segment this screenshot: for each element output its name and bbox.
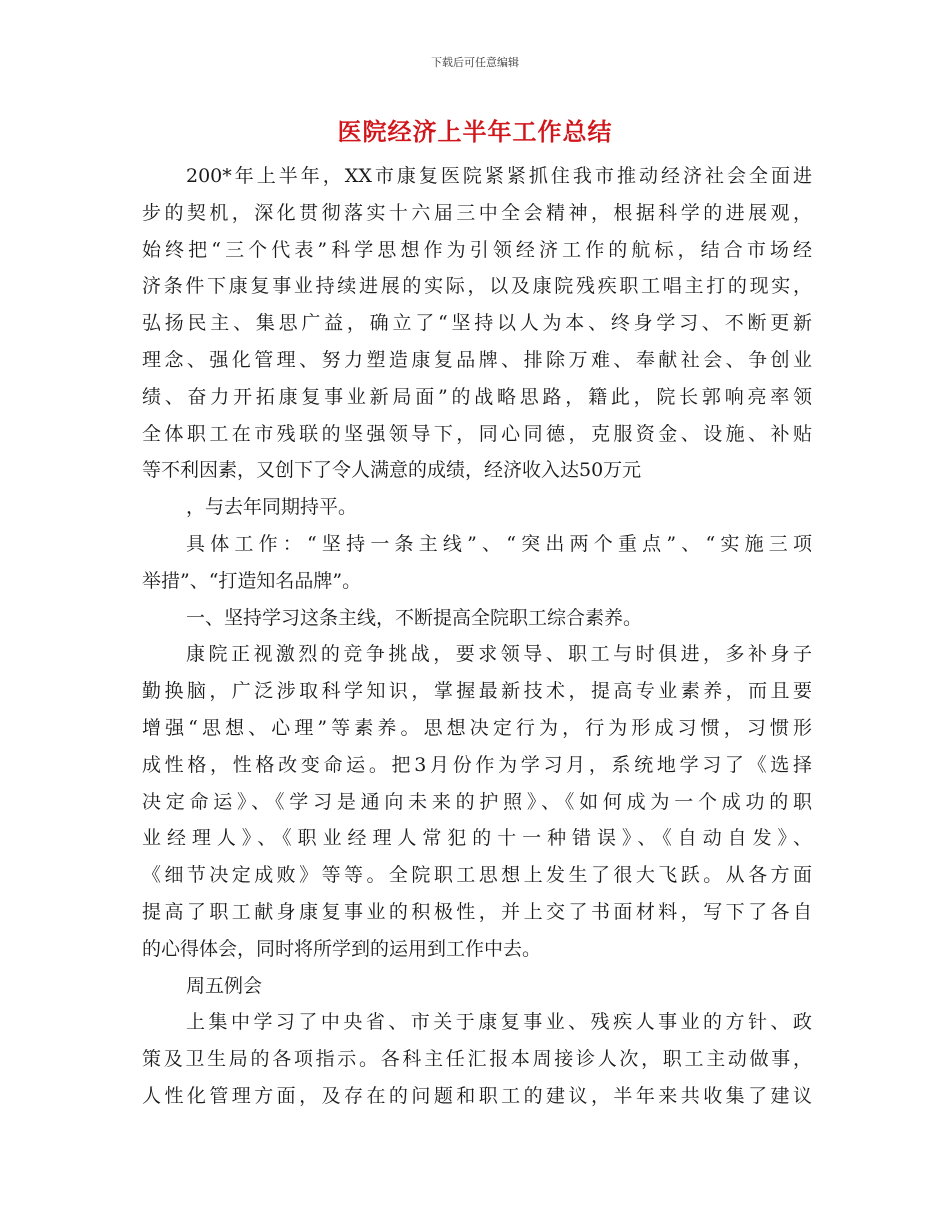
body-line: 《细节决定成败》等等。全院职工思想上发生了很大飞跃。从各方面 xyxy=(142,864,812,887)
body-line: 成性格，性格改变命运。把3月份作为学习月，系统地学习了《选择 xyxy=(142,753,812,776)
body-line: 上集中学习了中央省、市关于康复事业、残疾人事业的方针、政 xyxy=(186,1011,812,1034)
body-line: 举措”、“打造知名品牌”。 xyxy=(142,569,362,592)
body-line: 周五例会 xyxy=(186,974,263,997)
body-line: 200*年上半年，XX市康复医院紧紧抓住我市推动经济社会全面进 xyxy=(186,165,812,187)
body-line: ，与去年同期持平。 xyxy=(186,496,358,519)
header-note: 下载后可任意编辑 xyxy=(431,56,519,69)
body-line: 康院正视激烈的竞争挑战，要求领导、职工与时俱进，多补身子 xyxy=(186,643,812,666)
body-line: 的心得体会，同时将所学到的运用到工作中去。 xyxy=(142,937,542,960)
body-line: 理念、强化管理、努力塑造康复品牌、排除万难、奉献社会、争创业 xyxy=(142,348,812,371)
body-line: 提高了职工献身康复事业的积极性，并上交了书面材料，写下了各自 xyxy=(142,900,812,923)
body-line: 人性化管理方面，及存在的问题和职工的建议，半年来共收集了建议 xyxy=(142,1084,812,1107)
body-line: 勤换脑，广泛涉取科学知识，掌握最新技术，提高专业素养，而且要 xyxy=(142,680,812,703)
body-line: 始终把“三个代表”科学思想作为引领经济工作的航标，结合市场经 xyxy=(142,238,812,261)
document-title: 医院经济上半年工作总结 xyxy=(337,117,613,146)
section-heading: 一、坚持学习这条主线，不断提高全院职工综合素养。 xyxy=(186,606,643,629)
body-line: 等不利因素，又创下了令人满意的成绩，经济收入达50万元 xyxy=(142,459,642,482)
body-line: 业经理人》、《职业经理人常犯的十一种错误》、《自动自发》、 xyxy=(142,827,812,850)
body-line: 济条件下康复事业持续进展的实际，以及康院残疾职工唱主打的现实， xyxy=(142,275,812,298)
body-line: 策及卫生局的各项指示。各科主任汇报本周接诊人次，职工主动做事， xyxy=(142,1048,812,1071)
document-body xyxy=(142,158,812,1115)
body-line: 绩、奋力开拓康复事业新局面”的战略思路，籍此，院长郭响亮率领 xyxy=(142,385,812,408)
body-line: 增强“思想、心理”等素养。思想决定行为，行为形成习惯，习惯形 xyxy=(142,716,812,739)
body-line: 决定命运》、《学习是通向未来的护照》、《如何成为一个成功的职 xyxy=(142,790,812,813)
body-line: 具体工作：“坚持一条主线”、“突出两个重点”、“实施三项 xyxy=(186,532,812,555)
body-line: 弘扬民主、集思广益，确立了“坚持以人为本、终身学习、不断更新 xyxy=(142,312,812,335)
body-line: 全体职工在市残联的坚强领导下，同心同德，克服资金、设施、补贴 xyxy=(142,422,812,445)
body-line: 步的契机，深化贯彻落实十六届三中全会精神，根据科学的进展观， xyxy=(142,201,812,224)
